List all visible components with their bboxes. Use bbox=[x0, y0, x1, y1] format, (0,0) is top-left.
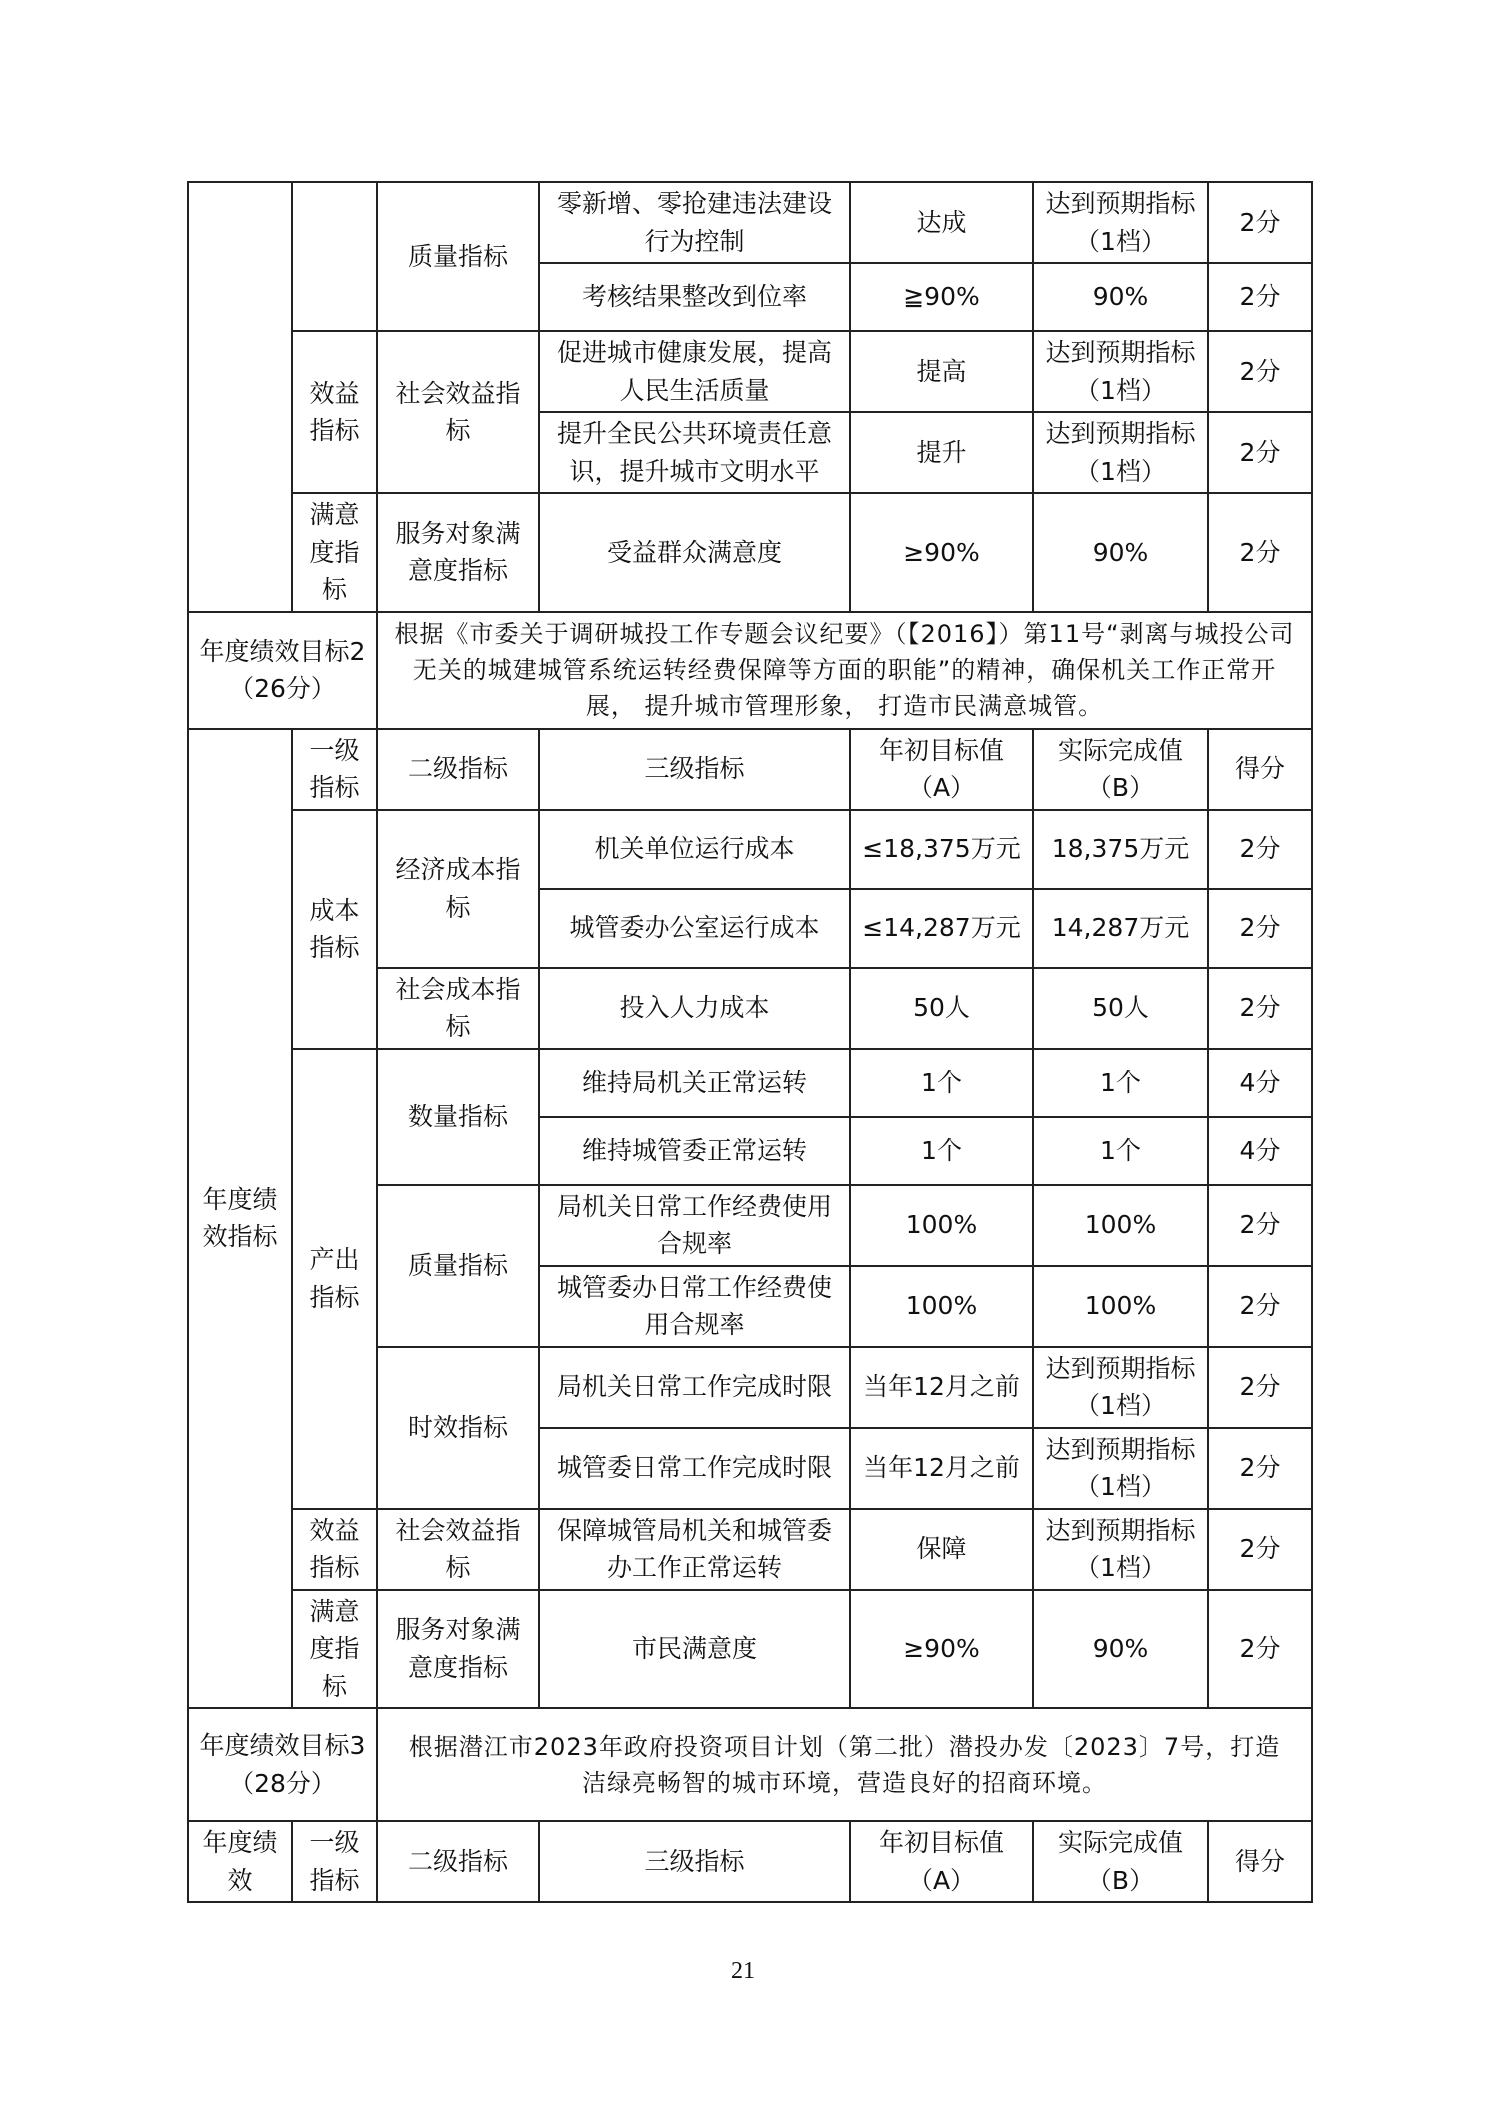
target-value: ≥90% bbox=[850, 493, 1033, 612]
secondary-indicator: 社会成本指标 bbox=[377, 968, 539, 1049]
continued-year-cell bbox=[188, 182, 292, 612]
tertiary-indicator: 促进城市健康发展，提高人民生活质量 bbox=[539, 331, 850, 412]
target-value: 1个 bbox=[850, 1117, 1033, 1185]
tertiary-indicator: 市民满意度 bbox=[539, 1590, 850, 1709]
header-level3: 三级指标 bbox=[539, 1821, 850, 1902]
year-indicator-label: 年度绩效指标 bbox=[188, 729, 292, 1709]
header-level2: 二级指标 bbox=[377, 1821, 539, 1902]
actual-value: 18,375万元 bbox=[1033, 810, 1208, 889]
page-number: 21 bbox=[731, 1958, 755, 1984]
header-row bbox=[188, 1821, 1312, 1902]
table-row bbox=[188, 810, 1312, 889]
actual-value: 达到预期指标（1档） bbox=[1033, 1347, 1208, 1428]
header-target: 年初目标值（A） bbox=[850, 1821, 1033, 1902]
actual-value: 1个 bbox=[1033, 1049, 1208, 1117]
secondary-indicator: 时效指标 bbox=[377, 1347, 539, 1509]
target-value: ≧90% bbox=[850, 263, 1033, 331]
table-row bbox=[188, 493, 1312, 612]
score: 2分 bbox=[1208, 1185, 1312, 1266]
score: 2分 bbox=[1208, 968, 1312, 1049]
secondary-indicator: 质量指标 bbox=[377, 182, 539, 331]
target-value: ≥90% bbox=[850, 1590, 1033, 1709]
score: 4分 bbox=[1208, 1117, 1312, 1185]
actual-value: 50人 bbox=[1033, 968, 1208, 1049]
score: 2分 bbox=[1208, 810, 1312, 889]
tertiary-indicator: 保障城管局机关和城管委办工作正常运转 bbox=[539, 1509, 850, 1590]
target-value: 当年12月之前 bbox=[850, 1428, 1033, 1509]
table-row bbox=[188, 1590, 1312, 1709]
primary-indicator: 效益指标 bbox=[292, 331, 377, 493]
header-target: 年初目标值（A） bbox=[850, 729, 1033, 810]
target-value: 当年12月之前 bbox=[850, 1347, 1033, 1428]
actual-value: 达到预期指标（1档） bbox=[1033, 1428, 1208, 1509]
header-level1: 一级指标 bbox=[292, 729, 377, 810]
score: 2分 bbox=[1208, 1590, 1312, 1709]
actual-value: 100% bbox=[1033, 1266, 1208, 1347]
tertiary-indicator: 局机关日常工作完成时限 bbox=[539, 1347, 850, 1428]
tertiary-indicator: 维持城管委正常运转 bbox=[539, 1117, 850, 1185]
tertiary-indicator: 局机关日常工作经费使用合规率 bbox=[539, 1185, 850, 1266]
goal-description: 根据《市委关于调研城投工作专题会议纪要》（【2016】）第11号“剥离与城投公司无关的城建城管系统运转经费保障等方面的职能”的精神，确保机关工作正常开展， 提升城市管理形象， 打造市民满意城管。 bbox=[377, 612, 1312, 729]
target-value: 1个 bbox=[850, 1049, 1033, 1117]
score: 2分 bbox=[1208, 1266, 1312, 1347]
actual-value: 90% bbox=[1033, 1590, 1208, 1709]
tertiary-indicator: 机关单位运行成本 bbox=[539, 810, 850, 889]
goal-description-line2: 洁绿亮畅智的城市环境，营造良好的招商环境。 bbox=[582, 1768, 1107, 1797]
header-level1: 一级指标 bbox=[292, 1821, 377, 1902]
primary-indicator: 成本指标 bbox=[292, 810, 377, 1049]
primary-indicator: 产出指标 bbox=[292, 1049, 377, 1509]
score: 2分 bbox=[1208, 412, 1312, 493]
tertiary-indicator: 提升全民公共环境责任意识，提升城市文明水平 bbox=[539, 412, 850, 493]
table-row bbox=[188, 331, 1312, 412]
goal-row bbox=[188, 612, 1312, 729]
score: 2分 bbox=[1208, 1428, 1312, 1509]
target-value: ≤14,287万元 bbox=[850, 889, 1033, 968]
score: 2分 bbox=[1208, 889, 1312, 968]
year-indicator-label: 年度绩效 bbox=[188, 1821, 292, 1902]
target-value: 保障 bbox=[850, 1509, 1033, 1590]
goal-description bbox=[377, 1708, 1312, 1821]
header-level2: 二级指标 bbox=[377, 729, 539, 810]
header-score: 得分 bbox=[1208, 1821, 1312, 1902]
target-value: 100% bbox=[850, 1266, 1033, 1347]
actual-value: 1个 bbox=[1033, 1117, 1208, 1185]
tertiary-indicator: 零新增、零抢建违法建设行为控制 bbox=[539, 182, 850, 263]
secondary-indicator: 社会效益指标 bbox=[377, 1509, 539, 1590]
continued-level1-cell bbox=[292, 182, 377, 331]
actual-value: 达到预期指标（1档） bbox=[1033, 331, 1208, 412]
table-row bbox=[188, 1509, 1312, 1590]
target-value: 提高 bbox=[850, 331, 1033, 412]
score: 2分 bbox=[1208, 1347, 1312, 1428]
primary-indicator: 满意度指标 bbox=[292, 1590, 377, 1709]
tertiary-indicator: 考核结果整改到位率 bbox=[539, 263, 850, 331]
secondary-indicator: 经济成本指标 bbox=[377, 810, 539, 968]
goal-description-line1: 根据潜江市2023年政府投资项目计划（第二批）潜投办发〔2023〕7号，打造 bbox=[408, 1732, 1281, 1761]
score: 2分 bbox=[1208, 263, 1312, 331]
tertiary-indicator: 受益群众满意度 bbox=[539, 493, 850, 612]
tertiary-indicator: 城管委日常工作完成时限 bbox=[539, 1428, 850, 1509]
actual-value: 达到预期指标（1档） bbox=[1033, 182, 1208, 263]
secondary-indicator: 质量指标 bbox=[377, 1185, 539, 1347]
target-value: 达成 bbox=[850, 182, 1033, 263]
goal-label: 年度绩效目标2（26分） bbox=[188, 612, 377, 729]
header-actual: 实际完成值（B） bbox=[1033, 1821, 1208, 1902]
header-level3: 三级指标 bbox=[539, 729, 850, 810]
tertiary-indicator: 城管委办公室运行成本 bbox=[539, 889, 850, 968]
actual-value: 达到预期指标（1档） bbox=[1033, 412, 1208, 493]
table-row bbox=[188, 1049, 1312, 1117]
target-value: 提升 bbox=[850, 412, 1033, 493]
actual-value: 14,287万元 bbox=[1033, 889, 1208, 968]
goal-label: 年度绩效目标3（28分） bbox=[188, 1708, 377, 1821]
actual-value: 90% bbox=[1033, 263, 1208, 331]
goal-row bbox=[188, 1708, 1312, 1821]
primary-indicator: 满意度指标 bbox=[292, 493, 377, 612]
performance-table bbox=[187, 181, 1313, 1903]
header-score: 得分 bbox=[1208, 729, 1312, 810]
primary-indicator: 效益指标 bbox=[292, 1509, 377, 1590]
actual-value: 90% bbox=[1033, 493, 1208, 612]
actual-value: 100% bbox=[1033, 1185, 1208, 1266]
target-value: ≤18,375万元 bbox=[850, 810, 1033, 889]
score: 2分 bbox=[1208, 182, 1312, 263]
score: 4分 bbox=[1208, 1049, 1312, 1117]
secondary-indicator: 服务对象满意度指标 bbox=[377, 1590, 539, 1709]
tertiary-indicator: 城管委办日常工作经费使用合规率 bbox=[539, 1266, 850, 1347]
score: 2分 bbox=[1208, 493, 1312, 612]
header-row bbox=[188, 729, 1312, 810]
table-row bbox=[188, 182, 1312, 263]
secondary-indicator: 服务对象满意度指标 bbox=[377, 493, 539, 612]
tertiary-indicator: 维持局机关正常运转 bbox=[539, 1049, 850, 1117]
score: 2分 bbox=[1208, 1509, 1312, 1590]
actual-value: 达到预期指标（1档） bbox=[1033, 1509, 1208, 1590]
target-value: 50人 bbox=[850, 968, 1033, 1049]
header-actual: 实际完成值（B） bbox=[1033, 729, 1208, 810]
target-value: 100% bbox=[850, 1185, 1033, 1266]
tertiary-indicator: 投入人力成本 bbox=[539, 968, 850, 1049]
secondary-indicator: 数量指标 bbox=[377, 1049, 539, 1185]
score: 2分 bbox=[1208, 331, 1312, 412]
secondary-indicator: 社会效益指标 bbox=[377, 331, 539, 493]
